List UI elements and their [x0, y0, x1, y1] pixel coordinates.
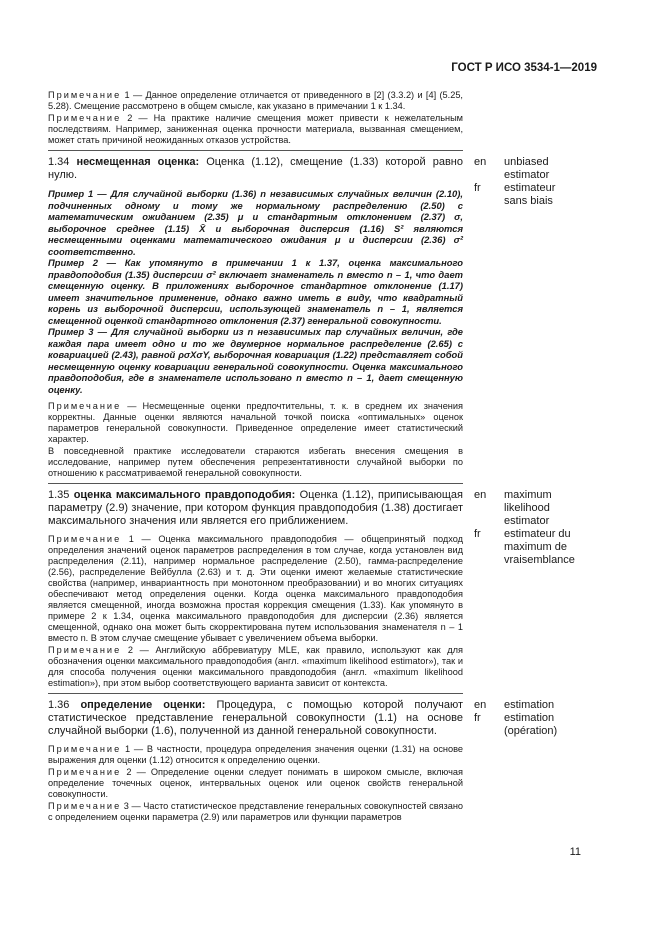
side-term-en: en estimation [474, 699, 555, 711]
note-1-34-cont: В повседневной практике исследователи стараются избегать внесения смещения в исследование, например путем обеспечения репрезентативности случайной выборки по отношению к рассматриваемой генеральной совокупности. [48, 446, 463, 478]
term-1-34: 1.34 несмещенная оценка: Оценка (1.12), смещение (1.33) которой равно нулю. [48, 156, 463, 181]
divider [48, 483, 463, 484]
example-1: Пример 1 — Для случайной выборки (1.36) n независимых случайных величин (2.10), подчиненных одному и тому же нормальному распределению (2.50) с математическим ожиданием (2.35) μ и стандартным отклонением (2.37) σ, выборочное среднее (1.15) X̄ и выборочная дисперсия (1.16) S² являются несмещенными оценками математического ожидания μ и дисперсии (2.36) σ² соответственно. [48, 188, 463, 257]
note-1-36-2: Примечание 2 — Определение оценки следует понимать в широком смысле, включая определение точечных оценок, интервальных оценок или оценок свойств генеральной совокупности. [48, 767, 463, 799]
note-1-35-1: Примечание 1 — Оценка максимального правдоподобия — общепринятый подход определения значений оценок параметров распределения в том случае, когда установлен вид распределения (2.11), например нормальное распределение (2.50), гамма-распределение (2.56), распределение Вейбулла (2.63) и т. д. Эти оценки имеют желаемые статистические свойства (например, инвариантность при монотонном преобразовании) и во многих ситуациях обеспечивают метод определения оценки. Когда оценка максимального правдоподобия является смещенной, иногда возможна простая коррекция смещения (1.33). Как упомянуто в примере 2 к 1.34, оценка максимального правдоподобия для дисперсии (2.36) является смещенной, однако она может быть скорректирована путем использования знаменателя n – 1 вместо n. В этом случае смещение убывает с увеличением объема выборки. [48, 534, 463, 643]
example-3: Пример 3 — Для случайной выборки из n независимых пар случайных величин, где каждая пара имеет одно и то же двумерное нормальное распределение (2.65) с ковариацией (2.43), равной ρσXσY, выборочная ковариация (1.22) представляет собой несмещенную оценку ковариации генеральной совокупности. Оценка максимального правдоподобия, где в знаменателе использовано n вместо n – 1, дает смещенную оценку. [48, 326, 463, 395]
side-terms-1-35 [474, 489, 614, 567]
note-1-36-3: Примечание 3 — Часто статистическое представление генеральных совокупностей связано с определением оценки параметра (2.9) или параметров или функции параметров [48, 801, 463, 822]
main-column [48, 90, 463, 824]
term-1-35: 1.35 оценка максимального правдоподобия: Оценка (1.12), приписывающая параметру (2.9) значение, при котором функция правдоподобия (1.38) достигает максимального значения или является его приближением. [48, 489, 463, 527]
side-term-en: en maximum likelihood estimator [474, 489, 552, 527]
side-term-fr: fr estimation (opération) [474, 712, 558, 737]
note-top-2: Примечание 2 — На практике наличие смещения может привести к нежелательным последствиям. Например, заниженная оценка прочности материала, вызванная смещением, может стать причиной неожиданных отказов устройства. [48, 113, 463, 145]
side-term-fr: fr estimateur du maximum de vraisemblance [474, 528, 575, 566]
side-term-fr: fr estimateur sans biais [474, 182, 556, 207]
note-1-36-1: Примечание 1 — В частности, процедура определения значения оценки (1.31) на основе выражения для оценки (1.12) относится к определению оценки. [48, 744, 463, 765]
side-terms-1-34 [474, 156, 614, 208]
term-1-36: 1.36 определение оценки: Процедура, с помощью которой получают статистическое представление генеральной совокупности (1.1) на основе случайной выборки (1.6), полученной из данной генеральной совокупности. [48, 699, 464, 737]
document-header: ГОСТ Р ИСО 3534-1—2019 [451, 62, 597, 74]
side-term-en: en unbiased estimator [474, 156, 550, 181]
divider [48, 150, 463, 151]
example-2: Пример 2 — Как упомянуто в примечании 1 к 1.37, оценка максимального правдоподобия (1.35) дисперсии σ² включает знаменатель n вместо n – 1, что дает смещенную оценку. В приложениях выборочное стандартное отклонение (1.17) имеет значительное применение, однако важно иметь в виду, что квадратный корень из выборочной дисперсии, использующей знаменатель n – 1, является смещенной оценкой стандартного отклонения (2.37) генеральной совокупности. [48, 257, 463, 326]
note-1-35-2: Примечание 2 — Английскую аббревиатуру MLE, как правило, используют как для обозначения оценки максимального правдоподобия (англ. «maximum likelihood estimator»), так и для способа получения оценки максимального правдоподобия (англ. «maximum likelihood estimation»), при этом выбор соответствующего варианта зависит от контекста. [48, 645, 463, 688]
side-terms-1-36 [474, 699, 614, 738]
page-number: 11 [569, 846, 581, 858]
note-1-34: Примечание — Несмещенные оценки предпочтительны, т. к. в среднем их значения корректны. Данные оценки являются начальной точкой поиска «оптимальных» оценок параметров генеральной совокупности. Приведенное определение имеет статистический характер. [48, 401, 463, 444]
note-top-1: Примечание 1 — Данное определение отличается от приведенного в [2] (3.3.2) и [4] (5.25, 5.28). Смещение рассмотрено в общем смысле, как указано в примечании 1 к 1.34. [48, 90, 463, 111]
divider [48, 693, 463, 694]
